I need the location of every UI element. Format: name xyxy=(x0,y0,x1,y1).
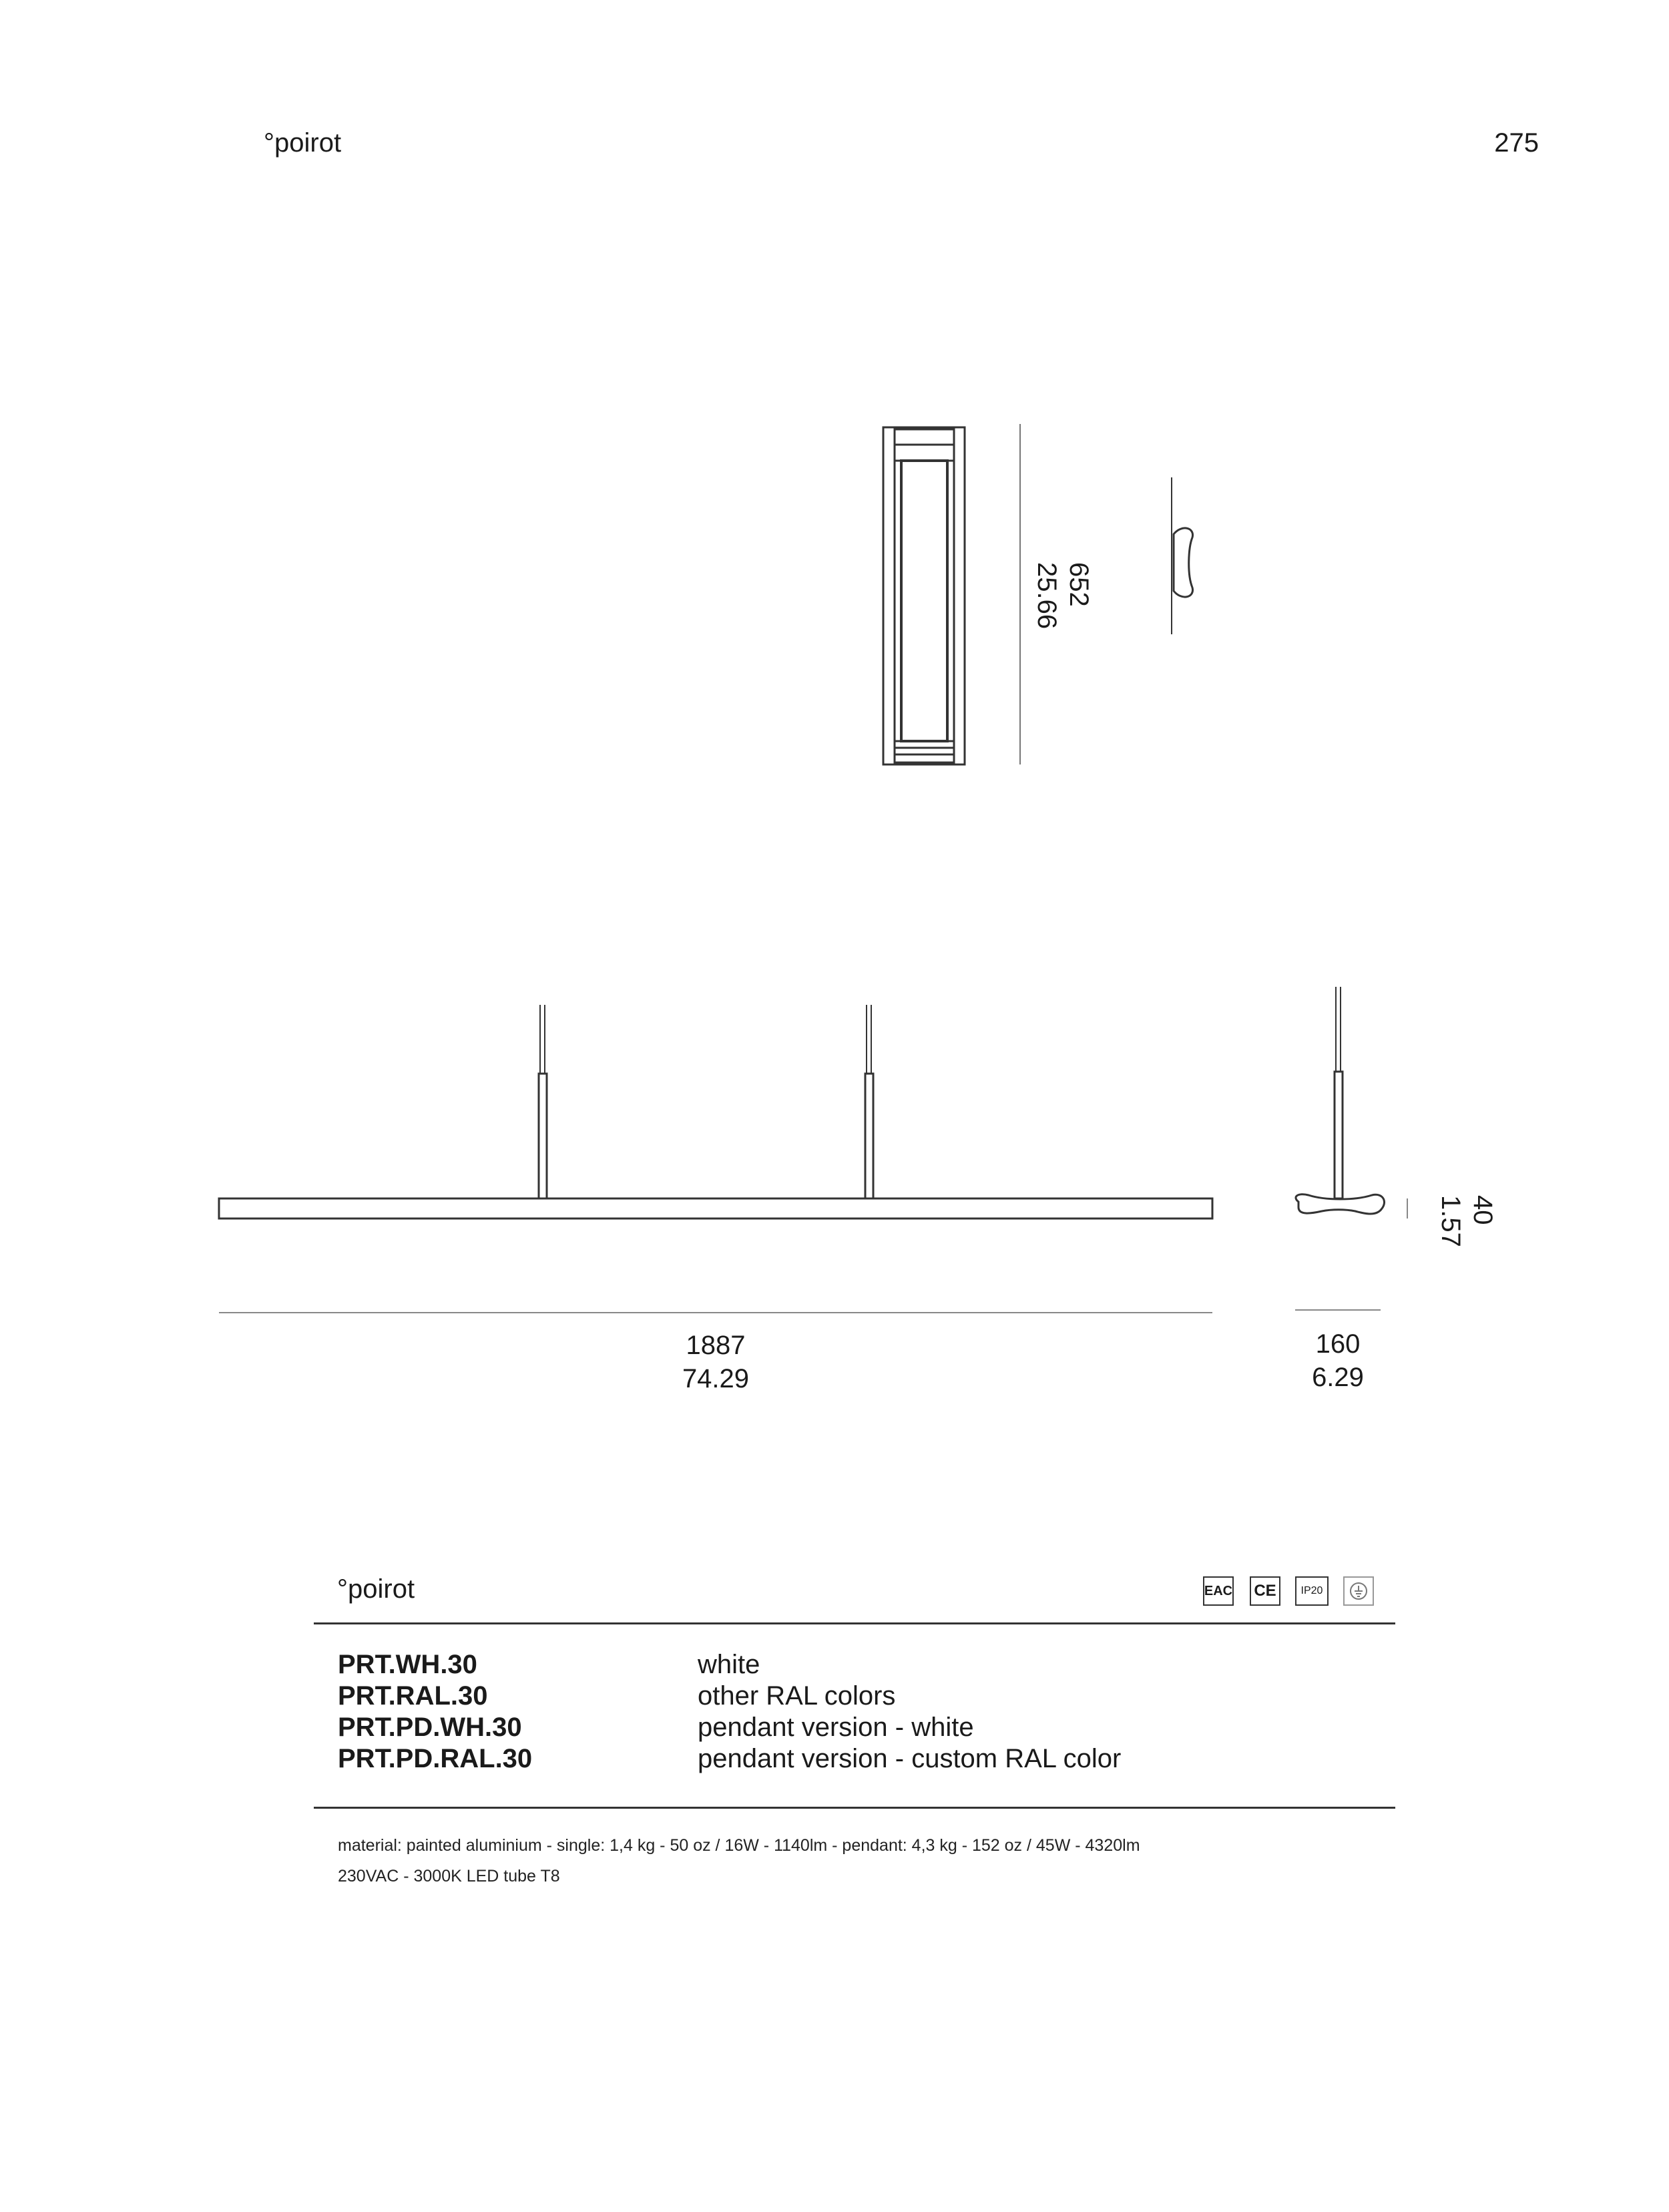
variant-code: PRT.WH.30 xyxy=(338,1650,477,1679)
width-mm-label: 160 xyxy=(1315,1329,1361,1359)
spec-line-1: material: painted aluminium - single: 1,4 kg - 50 oz / 16W - 1140lm - pendant: 4,3 kg - 152 oz / 45W - 4320lm xyxy=(338,1836,1140,1855)
divider-top xyxy=(314,1622,1395,1624)
eac-icon: EAC xyxy=(1203,1576,1234,1606)
ip20-icon: IP20 xyxy=(1295,1576,1329,1606)
width-in-label: 6.29 xyxy=(1312,1363,1364,1392)
front-height-in-label: 25.66 xyxy=(1032,562,1061,630)
divider-bottom xyxy=(314,1807,1395,1809)
variant-code: PRT.RAL.30 xyxy=(338,1681,488,1711)
earth-ground-icon xyxy=(1343,1576,1374,1606)
variant-description: pendant version - custom RAL color xyxy=(698,1744,1122,1773)
variant-code: PRT.PD.WH.30 xyxy=(338,1713,522,1742)
thickness-in-label: 1.57 xyxy=(1436,1195,1465,1247)
variant-code: PRT.PD.RAL.30 xyxy=(338,1744,533,1773)
thickness-mm-label: 40 xyxy=(1468,1195,1497,1225)
product-title: °poirot xyxy=(337,1574,415,1604)
front-height-mm-label: 652 xyxy=(1064,562,1094,607)
pendant-side-view xyxy=(1296,987,1385,1214)
length-in-label: 74.29 xyxy=(682,1364,750,1393)
variant-description: pendant version - white xyxy=(698,1713,974,1742)
page-header-title: °poirot xyxy=(264,128,342,158)
spec-line-2: 230VAC - 3000K LED tube T8 xyxy=(338,1867,560,1886)
side-view-wall-lamp xyxy=(1172,477,1193,634)
ce-icon: CE xyxy=(1250,1576,1280,1606)
front-view-wall-lamp xyxy=(883,427,965,764)
length-mm-label: 1887 xyxy=(686,1331,746,1360)
page-number: 275 xyxy=(1494,128,1539,158)
variant-description: other RAL colors xyxy=(698,1681,896,1711)
pendant-front-view xyxy=(219,1005,1212,1219)
variant-description: white xyxy=(698,1650,760,1679)
